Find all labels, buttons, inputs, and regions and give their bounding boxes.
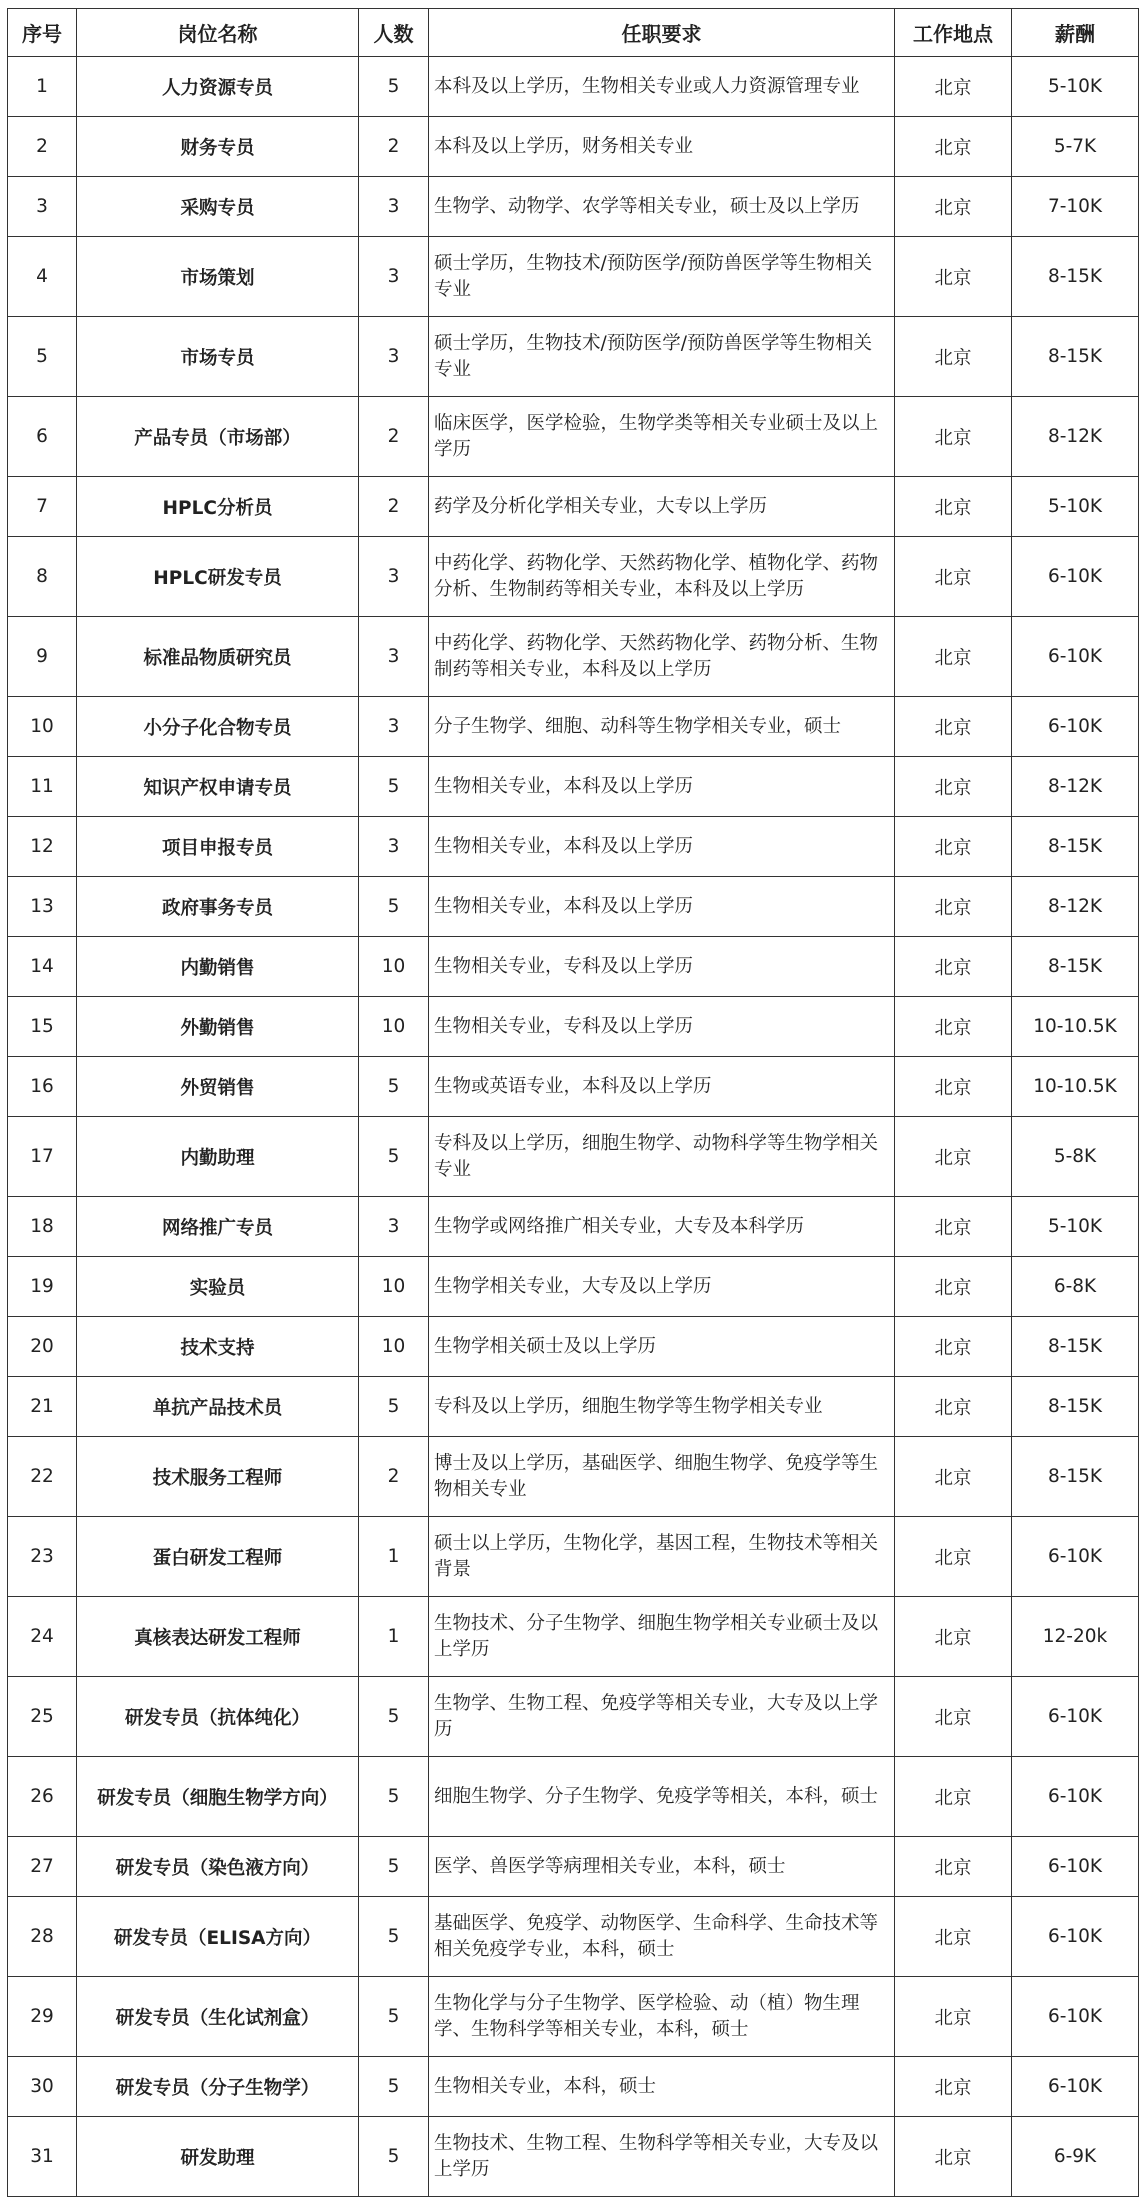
row-count: 5: [359, 1897, 429, 1977]
row-salary: 6-8K: [1012, 1257, 1139, 1317]
row-position: HPLC分析员: [77, 477, 359, 537]
row-position: 研发专员（分子生物学）: [77, 2057, 359, 2117]
row-position: 知识产权申请专员: [77, 757, 359, 817]
row-count: 2: [359, 477, 429, 537]
row-salary: 8-15K: [1012, 817, 1139, 877]
row-id: 10: [8, 697, 77, 757]
row-count: 3: [359, 1197, 429, 1257]
table-row: [8, 477, 1139, 537]
row-position: 标准品物质研究员: [77, 617, 359, 697]
row-requirements: 生物相关专业，本科及以上学历: [429, 877, 895, 937]
row-location: 北京: [895, 317, 1012, 397]
row-id: 14: [8, 937, 77, 997]
row-location: 北京: [895, 997, 1012, 1057]
table-row: [8, 2057, 1139, 2117]
row-requirements: 临床医学，医学检验，生物学类等相关专业硕士及以上学历: [429, 397, 895, 477]
row-requirements: 细胞生物学、分子生物学、免疫学等相关，本科，硕士: [429, 1757, 895, 1837]
row-location: 北京: [895, 2057, 1012, 2117]
row-count: 5: [359, 757, 429, 817]
table-row: [8, 317, 1139, 397]
row-requirements: 本科及以上学历，财务相关专业: [429, 117, 895, 177]
row-count: 3: [359, 177, 429, 237]
row-id: 3: [8, 177, 77, 237]
row-location: 北京: [895, 1597, 1012, 1677]
row-id: 5: [8, 317, 77, 397]
table-row: [8, 1897, 1139, 1977]
row-count: 5: [359, 1757, 429, 1837]
table-row: [8, 1377, 1139, 1437]
row-location: 北京: [895, 1977, 1012, 2057]
row-id: 1: [8, 57, 77, 117]
row-requirements: 药学及分析化学相关专业，大专以上学历: [429, 477, 895, 537]
row-location: 北京: [895, 937, 1012, 997]
row-salary: 6-10K: [1012, 1837, 1139, 1897]
row-position: 项目申报专员: [77, 817, 359, 877]
row-count: 3: [359, 697, 429, 757]
row-id: 17: [8, 1117, 77, 1197]
row-position: 研发专员（ELISA方向）: [77, 1897, 359, 1977]
row-id: 16: [8, 1057, 77, 1117]
row-requirements: 生物或英语专业，本科及以上学历: [429, 1057, 895, 1117]
row-position: 采购专员: [77, 177, 359, 237]
row-position: 内勤助理: [77, 1117, 359, 1197]
row-count: 5: [359, 1837, 429, 1897]
row-requirements: 生物相关专业，专科及以上学历: [429, 937, 895, 997]
header-position: 岗位名称: [77, 9, 359, 57]
row-id: 9: [8, 617, 77, 697]
row-salary: 7-10K: [1012, 177, 1139, 237]
row-salary: 6-10K: [1012, 617, 1139, 697]
table-row: [8, 1057, 1139, 1117]
row-location: 北京: [895, 1117, 1012, 1197]
row-requirements: 生物相关专业，本科及以上学历: [429, 757, 895, 817]
row-requirements: 生物相关专业，专科及以上学历: [429, 997, 895, 1057]
row-id: 20: [8, 1317, 77, 1377]
row-id: 25: [8, 1677, 77, 1757]
table-row: [8, 1317, 1139, 1377]
table-row: [8, 2117, 1139, 2197]
row-count: 5: [359, 877, 429, 937]
row-id: 22: [8, 1437, 77, 1517]
row-location: 北京: [895, 1377, 1012, 1437]
row-location: 北京: [895, 1517, 1012, 1597]
table-row: [8, 757, 1139, 817]
row-count: 5: [359, 1057, 429, 1117]
table-row: [8, 1117, 1139, 1197]
row-id: 24: [8, 1597, 77, 1677]
table-row: [8, 397, 1139, 477]
row-salary: 8-15K: [1012, 1377, 1139, 1437]
row-id: 21: [8, 1377, 77, 1437]
row-requirements: 生物学相关专业，大专及以上学历: [429, 1257, 895, 1317]
row-count: 3: [359, 237, 429, 317]
row-count: 3: [359, 617, 429, 697]
row-id: 13: [8, 877, 77, 937]
row-position: 财务专员: [77, 117, 359, 177]
row-location: 北京: [895, 757, 1012, 817]
row-salary: 8-12K: [1012, 877, 1139, 937]
row-position: 技术服务工程师: [77, 1437, 359, 1517]
table-row: [8, 1597, 1139, 1677]
row-count: 5: [359, 2117, 429, 2197]
table-row: [8, 1257, 1139, 1317]
row-requirements: 分子生物学、细胞、动科等生物学相关专业，硕士: [429, 697, 895, 757]
table-row: [8, 1977, 1139, 2057]
row-salary: 6-10K: [1012, 1677, 1139, 1757]
row-position: 真核表达研发工程师: [77, 1597, 359, 1677]
table-row: [8, 1437, 1139, 1517]
table-row: [8, 1757, 1139, 1837]
row-id: 4: [8, 237, 77, 317]
row-salary: 8-15K: [1012, 1437, 1139, 1517]
header-count: 人数: [359, 9, 429, 57]
row-id: 7: [8, 477, 77, 537]
row-requirements: 本科及以上学历，生物相关专业或人力资源管理专业: [429, 57, 895, 117]
table-row: [8, 177, 1139, 237]
row-requirements: 生物学、生物工程、免疫学等相关专业，大专及以上学历: [429, 1677, 895, 1757]
row-count: 5: [359, 1117, 429, 1197]
table-row: [8, 237, 1139, 317]
row-position: 网络推广专员: [77, 1197, 359, 1257]
row-salary: 5-7K: [1012, 117, 1139, 177]
row-location: 北京: [895, 237, 1012, 317]
row-count: 10: [359, 997, 429, 1057]
row-location: 北京: [895, 1897, 1012, 1977]
row-id: 23: [8, 1517, 77, 1597]
table-row: [8, 1197, 1139, 1257]
row-count: 5: [359, 1977, 429, 2057]
row-id: 18: [8, 1197, 77, 1257]
row-salary: 12-20k: [1012, 1597, 1139, 1677]
header-requirements: 任职要求: [429, 9, 895, 57]
row-position: 技术支持: [77, 1317, 359, 1377]
header-salary: 薪酬: [1012, 9, 1139, 57]
row-id: 19: [8, 1257, 77, 1317]
row-position: 外贸销售: [77, 1057, 359, 1117]
table-row: [8, 1837, 1139, 1897]
row-location: 北京: [895, 1317, 1012, 1377]
row-location: 北京: [895, 2117, 1012, 2197]
row-position: HPLC研发专员: [77, 537, 359, 617]
row-location: 北京: [895, 617, 1012, 697]
row-position: 蛋白研发工程师: [77, 1517, 359, 1597]
row-salary: 6-10K: [1012, 1897, 1139, 1977]
row-requirements: 博士及以上学历，基础医学、细胞生物学、免疫学等生物相关专业: [429, 1437, 895, 1517]
row-salary: 8-15K: [1012, 937, 1139, 997]
row-requirements: 生物相关专业，本科及以上学历: [429, 817, 895, 877]
row-position: 产品专员（市场部）: [77, 397, 359, 477]
row-location: 北京: [895, 537, 1012, 617]
row-requirements: 生物技术、分子生物学、细胞生物学相关专业硕士及以上学历: [429, 1597, 895, 1677]
row-location: 北京: [895, 1257, 1012, 1317]
table-row: [8, 877, 1139, 937]
row-location: 北京: [895, 177, 1012, 237]
row-requirements: 中药化学、药物化学、天然药物化学、植物化学、药物分析、生物制药等相关专业，本科及以上学历: [429, 537, 895, 617]
row-id: 30: [8, 2057, 77, 2117]
row-requirements: 专科及以上学历，细胞生物学等生物学相关专业: [429, 1377, 895, 1437]
row-salary: 6-9K: [1012, 2117, 1139, 2197]
row-position: 实验员: [77, 1257, 359, 1317]
row-salary: 8-15K: [1012, 317, 1139, 397]
row-id: 26: [8, 1757, 77, 1837]
row-id: 15: [8, 997, 77, 1057]
row-salary: 6-10K: [1012, 1757, 1139, 1837]
row-salary: 5-10K: [1012, 477, 1139, 537]
row-count: 10: [359, 1317, 429, 1377]
row-position: 市场专员: [77, 317, 359, 397]
row-salary: 10-10.5K: [1012, 997, 1139, 1057]
row-requirements: 专科及以上学历，细胞生物学、动物科学等生物学相关专业: [429, 1117, 895, 1197]
table-row: [8, 937, 1139, 997]
row-salary: 5-8K: [1012, 1117, 1139, 1197]
row-location: 北京: [895, 1197, 1012, 1257]
row-requirements: 生物学或网络推广相关专业，大专及本科学历: [429, 1197, 895, 1257]
row-salary: 5-10K: [1012, 57, 1139, 117]
row-salary: 6-10K: [1012, 2057, 1139, 2117]
row-location: 北京: [895, 1757, 1012, 1837]
row-count: 1: [359, 1517, 429, 1597]
row-location: 北京: [895, 477, 1012, 537]
row-requirements: 硕士以上学历，生物化学，基因工程，生物技术等相关背景: [429, 1517, 895, 1597]
row-requirements: 生物技术、生物工程、生物科学等相关专业，大专及以上学历: [429, 2117, 895, 2197]
row-position: 单抗产品技术员: [77, 1377, 359, 1437]
row-count: 3: [359, 817, 429, 877]
row-location: 北京: [895, 1837, 1012, 1897]
row-position: 研发专员（抗体纯化）: [77, 1677, 359, 1757]
job-listing-table: [7, 8, 1139, 2197]
table-row: [8, 1677, 1139, 1757]
row-position: 外勤销售: [77, 997, 359, 1057]
row-position: 市场策划: [77, 237, 359, 317]
row-id: 11: [8, 757, 77, 817]
row-requirements: 生物学相关硕士及以上学历: [429, 1317, 895, 1377]
row-count: 2: [359, 117, 429, 177]
row-count: 3: [359, 537, 429, 617]
row-id: 31: [8, 2117, 77, 2197]
row-salary: 10-10.5K: [1012, 1057, 1139, 1117]
row-salary: 5-10K: [1012, 1197, 1139, 1257]
row-requirements: 生物学、动物学、农学等相关专业，硕士及以上学历: [429, 177, 895, 237]
row-id: 27: [8, 1837, 77, 1897]
table-body: [8, 57, 1139, 2197]
row-salary: 6-10K: [1012, 1977, 1139, 2057]
row-position: 研发专员（染色液方向）: [77, 1837, 359, 1897]
row-count: 2: [359, 397, 429, 477]
row-location: 北京: [895, 1057, 1012, 1117]
table-row: [8, 617, 1139, 697]
row-salary: 8-15K: [1012, 237, 1139, 317]
job-table-container: [7, 8, 1138, 2197]
row-id: 12: [8, 817, 77, 877]
table-header-row: [8, 9, 1139, 57]
row-salary: 6-10K: [1012, 1517, 1139, 1597]
table-row: [8, 57, 1139, 117]
row-position: 小分子化合物专员: [77, 697, 359, 757]
row-location: 北京: [895, 817, 1012, 877]
table-row: [8, 117, 1139, 177]
row-requirements: 中药化学、药物化学、天然药物化学、药物分析、生物制药等相关专业，本科及以上学历: [429, 617, 895, 697]
row-count: 10: [359, 937, 429, 997]
row-requirements: 生物相关专业，本科，硕士: [429, 2057, 895, 2117]
row-id: 8: [8, 537, 77, 617]
row-requirements: 基础医学、免疫学、动物医学、生命科学、生命技术等相关免疫学专业，本科，硕士: [429, 1897, 895, 1977]
row-count: 5: [359, 2057, 429, 2117]
row-requirements: 硕士学历，生物技术/预防医学/预防兽医学等生物相关专业: [429, 317, 895, 397]
header-location: 工作地点: [895, 9, 1012, 57]
row-position: 研发专员（生化试剂盒）: [77, 1977, 359, 2057]
row-position: 研发专员（细胞生物学方向）: [77, 1757, 359, 1837]
row-count: 10: [359, 1257, 429, 1317]
row-location: 北京: [895, 877, 1012, 937]
table-row: [8, 1517, 1139, 1597]
row-count: 2: [359, 1437, 429, 1517]
row-salary: 8-15K: [1012, 1317, 1139, 1377]
row-id: 29: [8, 1977, 77, 2057]
table-row: [8, 997, 1139, 1057]
row-id: 6: [8, 397, 77, 477]
row-count: 5: [359, 1677, 429, 1757]
row-salary: 6-10K: [1012, 537, 1139, 617]
row-salary: 8-12K: [1012, 757, 1139, 817]
row-location: 北京: [895, 697, 1012, 757]
row-count: 5: [359, 57, 429, 117]
row-count: 3: [359, 317, 429, 397]
header-id: 序号: [8, 9, 77, 57]
row-count: 5: [359, 1377, 429, 1437]
row-requirements: 硕士学历，生物技术/预防医学/预防兽医学等生物相关专业: [429, 237, 895, 317]
row-position: 内勤销售: [77, 937, 359, 997]
row-requirements: 生物化学与分子生物学、医学检验、动（植）物生理学、生物科学等相关专业，本科，硕士: [429, 1977, 895, 2057]
row-position: 政府事务专员: [77, 877, 359, 937]
row-location: 北京: [895, 1677, 1012, 1757]
row-id: 28: [8, 1897, 77, 1977]
row-count: 1: [359, 1597, 429, 1677]
row-location: 北京: [895, 397, 1012, 477]
row-requirements: 医学、兽医学等病理相关专业，本科，硕士: [429, 1837, 895, 1897]
row-salary: 6-10K: [1012, 697, 1139, 757]
table-row: [8, 817, 1139, 877]
table-row: [8, 697, 1139, 757]
row-position: 人力资源专员: [77, 57, 359, 117]
row-position: 研发助理: [77, 2117, 359, 2197]
row-location: 北京: [895, 57, 1012, 117]
table-row: [8, 537, 1139, 617]
row-salary: 8-12K: [1012, 397, 1139, 477]
row-location: 北京: [895, 1437, 1012, 1517]
row-id: 2: [8, 117, 77, 177]
row-location: 北京: [895, 117, 1012, 177]
